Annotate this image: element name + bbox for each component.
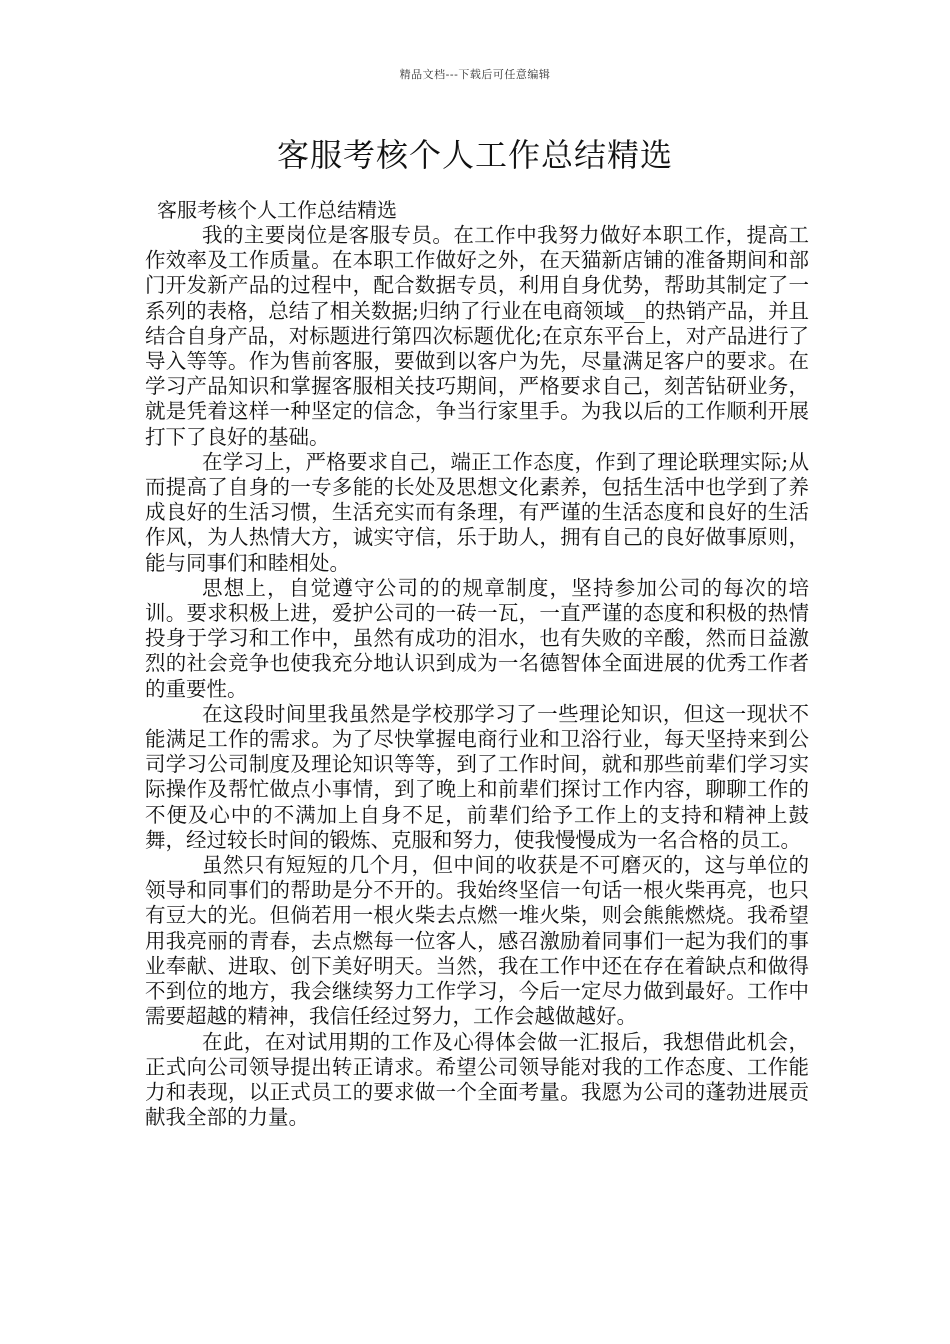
paragraph-1: 我的主要岗位是客服专员。在工作中我努力做好本职工作，提高工作效率及工作质量。在本职工作做好之外，在天猫新店铺的准备期间和部门开发新产品的过程中，配合数据专员，利用自身优势，帮助其制定了一系列的表格，总结了相关数据;归纳了行业在电商领域__的热销产品，并且结合自身产品，对标题进行第四次标题优化;在京东平台上，对产品进行了导入等等。作为售前客服，要做到以客户为先，尽量满足客户的要求。在学习产品知识和掌握客服相关技巧期间，严格要求自己，刻苦钻研业务，就是凭着这样一种坚定的信念，争当行家里手。为我以后的工作顺利开展打下了良好的基础。 — [145, 223, 809, 449]
paragraph-4: 在这段时间里我虽然是学校那学习了一些理论知识，但这一现状不能满足工作的需求。为了尽快掌握电商行业和卫浴行业，每天坚持来到公司学习公司制度及理论知识等等，到了工作时间，就和那些前辈们学习实际操作及帮忙做点小事情，到了晚上和前辈们探讨工作内容，聊聊工作的不便及心中的不满加上自身不足，前辈们给予工作上的支持和精神上鼓舞，经过较长时间的锻炼、克服和努力，使我慢慢成为一名合格的员工。 — [145, 701, 809, 852]
document-title: 客服考核个人工作总结精选 — [276, 136, 673, 174]
paragraph-6: 在此，在对试用期的工作及心得体会做一汇报后，我想借此机会，正式向公司领导提出转正请求。希望公司领导能对我的工作态度、工作能力和表现，以正式员工的要求做一个全面考量。我愿为公司的蓬勃进展贡献我全部的力量。 — [145, 1029, 809, 1130]
document-subheading: 客服考核个人工作总结精选 — [157, 198, 397, 222]
paragraph-5: 虽然只有短短的几个月，但中间的收获是不可磨灭的，这与单位的领导和同事们的帮助是分不开的。我始终坚信一句话一根火柴再亮，也只有豆大的光。但倘若用一根火柴去点燃一堆火柴，则会熊熊燃烧。我希望用我亮丽的青春，去点燃每一位客人，感召激励着同事们一起为我们的事业奉献、进取、创下美好明天。当然，我在工作中还在存在着缺点和做得不到位的地方，我会继续努力工作学习，今后一定尽力做到最好。工作中需要超越的精神，我信任经过努力，工作会越做越好。 — [145, 853, 809, 1029]
document-body — [145, 198, 809, 1130]
paragraph-2: 在学习上，严格要求自己，端正工作态度，作到了理论联理实际;从而提高了自身的一专多能的长处及思想文化素养，包括生活中也学到了养成良好的生活习惯，生活充实而有条理，有严谨的生活态度和良好的生活作风，为人热情大方，诚实守信，乐于助人，拥有自己的良好做事原则，能与同事们和睦相处。 — [145, 449, 809, 575]
paragraph-3: 思想上，自觉遵守公司的的规章制度，坚持参加公司的每次的培训。要求积极上进，爱护公司的一砖一瓦，一直严谨的态度和积极的热情投身于学习和工作中，虽然有成功的泪水，也有失败的辛酸，然而日益激烈的社会竞争也使我充分地认识到成为一名德智体全面进展的优秀工作者的重要性。 — [145, 575, 809, 701]
header-note: 精品文档---下载后可任意编辑 — [399, 68, 551, 81]
